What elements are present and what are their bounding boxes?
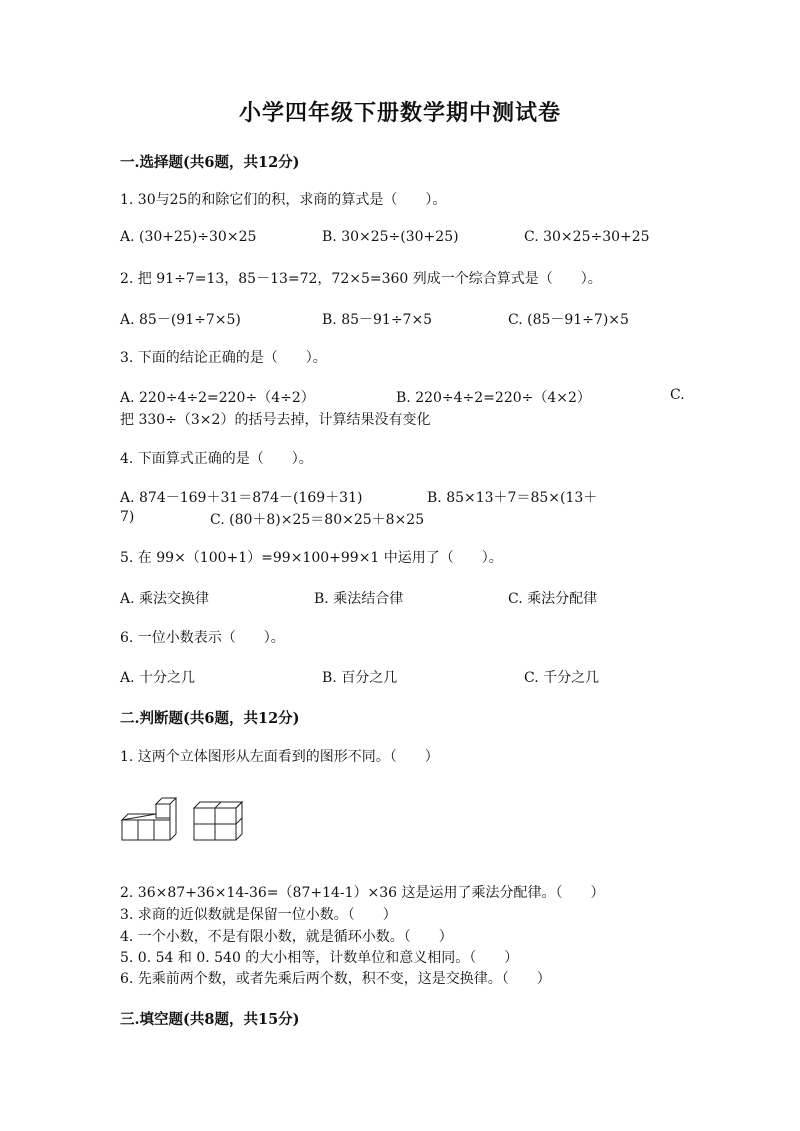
option-a: A. 十分之几 — [120, 670, 196, 686]
option-c: C. (80＋8)×25＝80×25＋8×25 — [210, 512, 425, 528]
option-a: A. 85－(91÷7×5) — [120, 312, 241, 328]
judge-statement: 6. 先乘前两个数，或者先乘后两个数，积不变，这是交换律。（ ） — [120, 971, 551, 987]
section-heading-fill: 三.填空题(共8题，共15分) — [120, 1011, 300, 1028]
option-a: A. 874－169＋31＝874－(169＋31) — [120, 490, 363, 506]
option-b: B. 乘法结合律 — [314, 591, 404, 607]
option-c: C. 30×25÷30+25 — [524, 229, 650, 245]
option-b: B. 百分之几 — [322, 670, 398, 686]
right-solid — [194, 802, 242, 840]
left-solid — [122, 798, 176, 840]
judge-statement: 1. 这两个立体图形从左面看到的图形不同。（ ） — [120, 749, 439, 765]
option-b: B. 220÷4÷2=220÷（4×2） — [396, 390, 591, 406]
question-stem: 5. 在 99×（100+1）=99×100+99×1 中运用了（ ）。 — [120, 550, 503, 566]
option-a: A. 220÷4÷2=220÷（4÷2） — [120, 390, 315, 406]
judge-statement: 5. 0. 54 和 0. 540 的大小相等，计数单位和意义相同。（ ） — [120, 950, 519, 966]
option-c: C. 千分之几 — [524, 670, 600, 686]
option-c: C. 乘法分配律 — [508, 591, 598, 607]
question-stem: 1. 30与25的和除它们的积，求商的算式是（ ）。 — [120, 192, 447, 208]
cube-figures — [118, 796, 248, 842]
question-stem: 6. 一位小数表示（ ）。 — [120, 630, 285, 646]
page-title: 小学四年级下册数学期中测试卷 — [238, 100, 561, 126]
judge-statement: 3. 求商的近似数就是保留一位小数。（ ） — [120, 907, 397, 923]
question-stem: 2. 把 91÷7=13，85－13=72，72×5=360 列成一个综合算式是（ ）。 — [120, 271, 602, 287]
option-c: C. — [670, 387, 685, 403]
option-c: C. (85－91÷7)×5 — [508, 312, 629, 328]
section-heading-judge: 二.判断题(共6题，共12分) — [120, 710, 300, 727]
option-a: A. (30+25)÷30×25 — [120, 229, 257, 245]
option-a: A. 乘法交换律 — [120, 591, 210, 607]
option-b: B. 85×13＋7＝85×(13＋ — [427, 490, 598, 506]
option-b: B. 30×25÷(30+25) — [322, 229, 459, 245]
judge-statement: 2. 36×87+36×14-36=（87+14-1）×36 这是运用了乘法分配律。（ ） — [120, 885, 605, 901]
judge-statement: 4. 一个小数，不是有限小数，就是循环小数。（ ） — [120, 929, 453, 945]
option-b: B. 85－91÷7×5 — [322, 312, 433, 328]
question-stem: 3. 下面的结论正确的是（ ）。 — [120, 350, 327, 366]
option-c-continued: 把 330÷（3×2）的括号去掉，计算结果没有变化 — [120, 412, 431, 428]
question-stem: 4. 下面算式正确的是（ ）。 — [120, 451, 313, 467]
option-b-continued: 7) — [120, 509, 135, 525]
section-heading-choice: 一.选择题(共6题，共12分) — [120, 154, 300, 171]
